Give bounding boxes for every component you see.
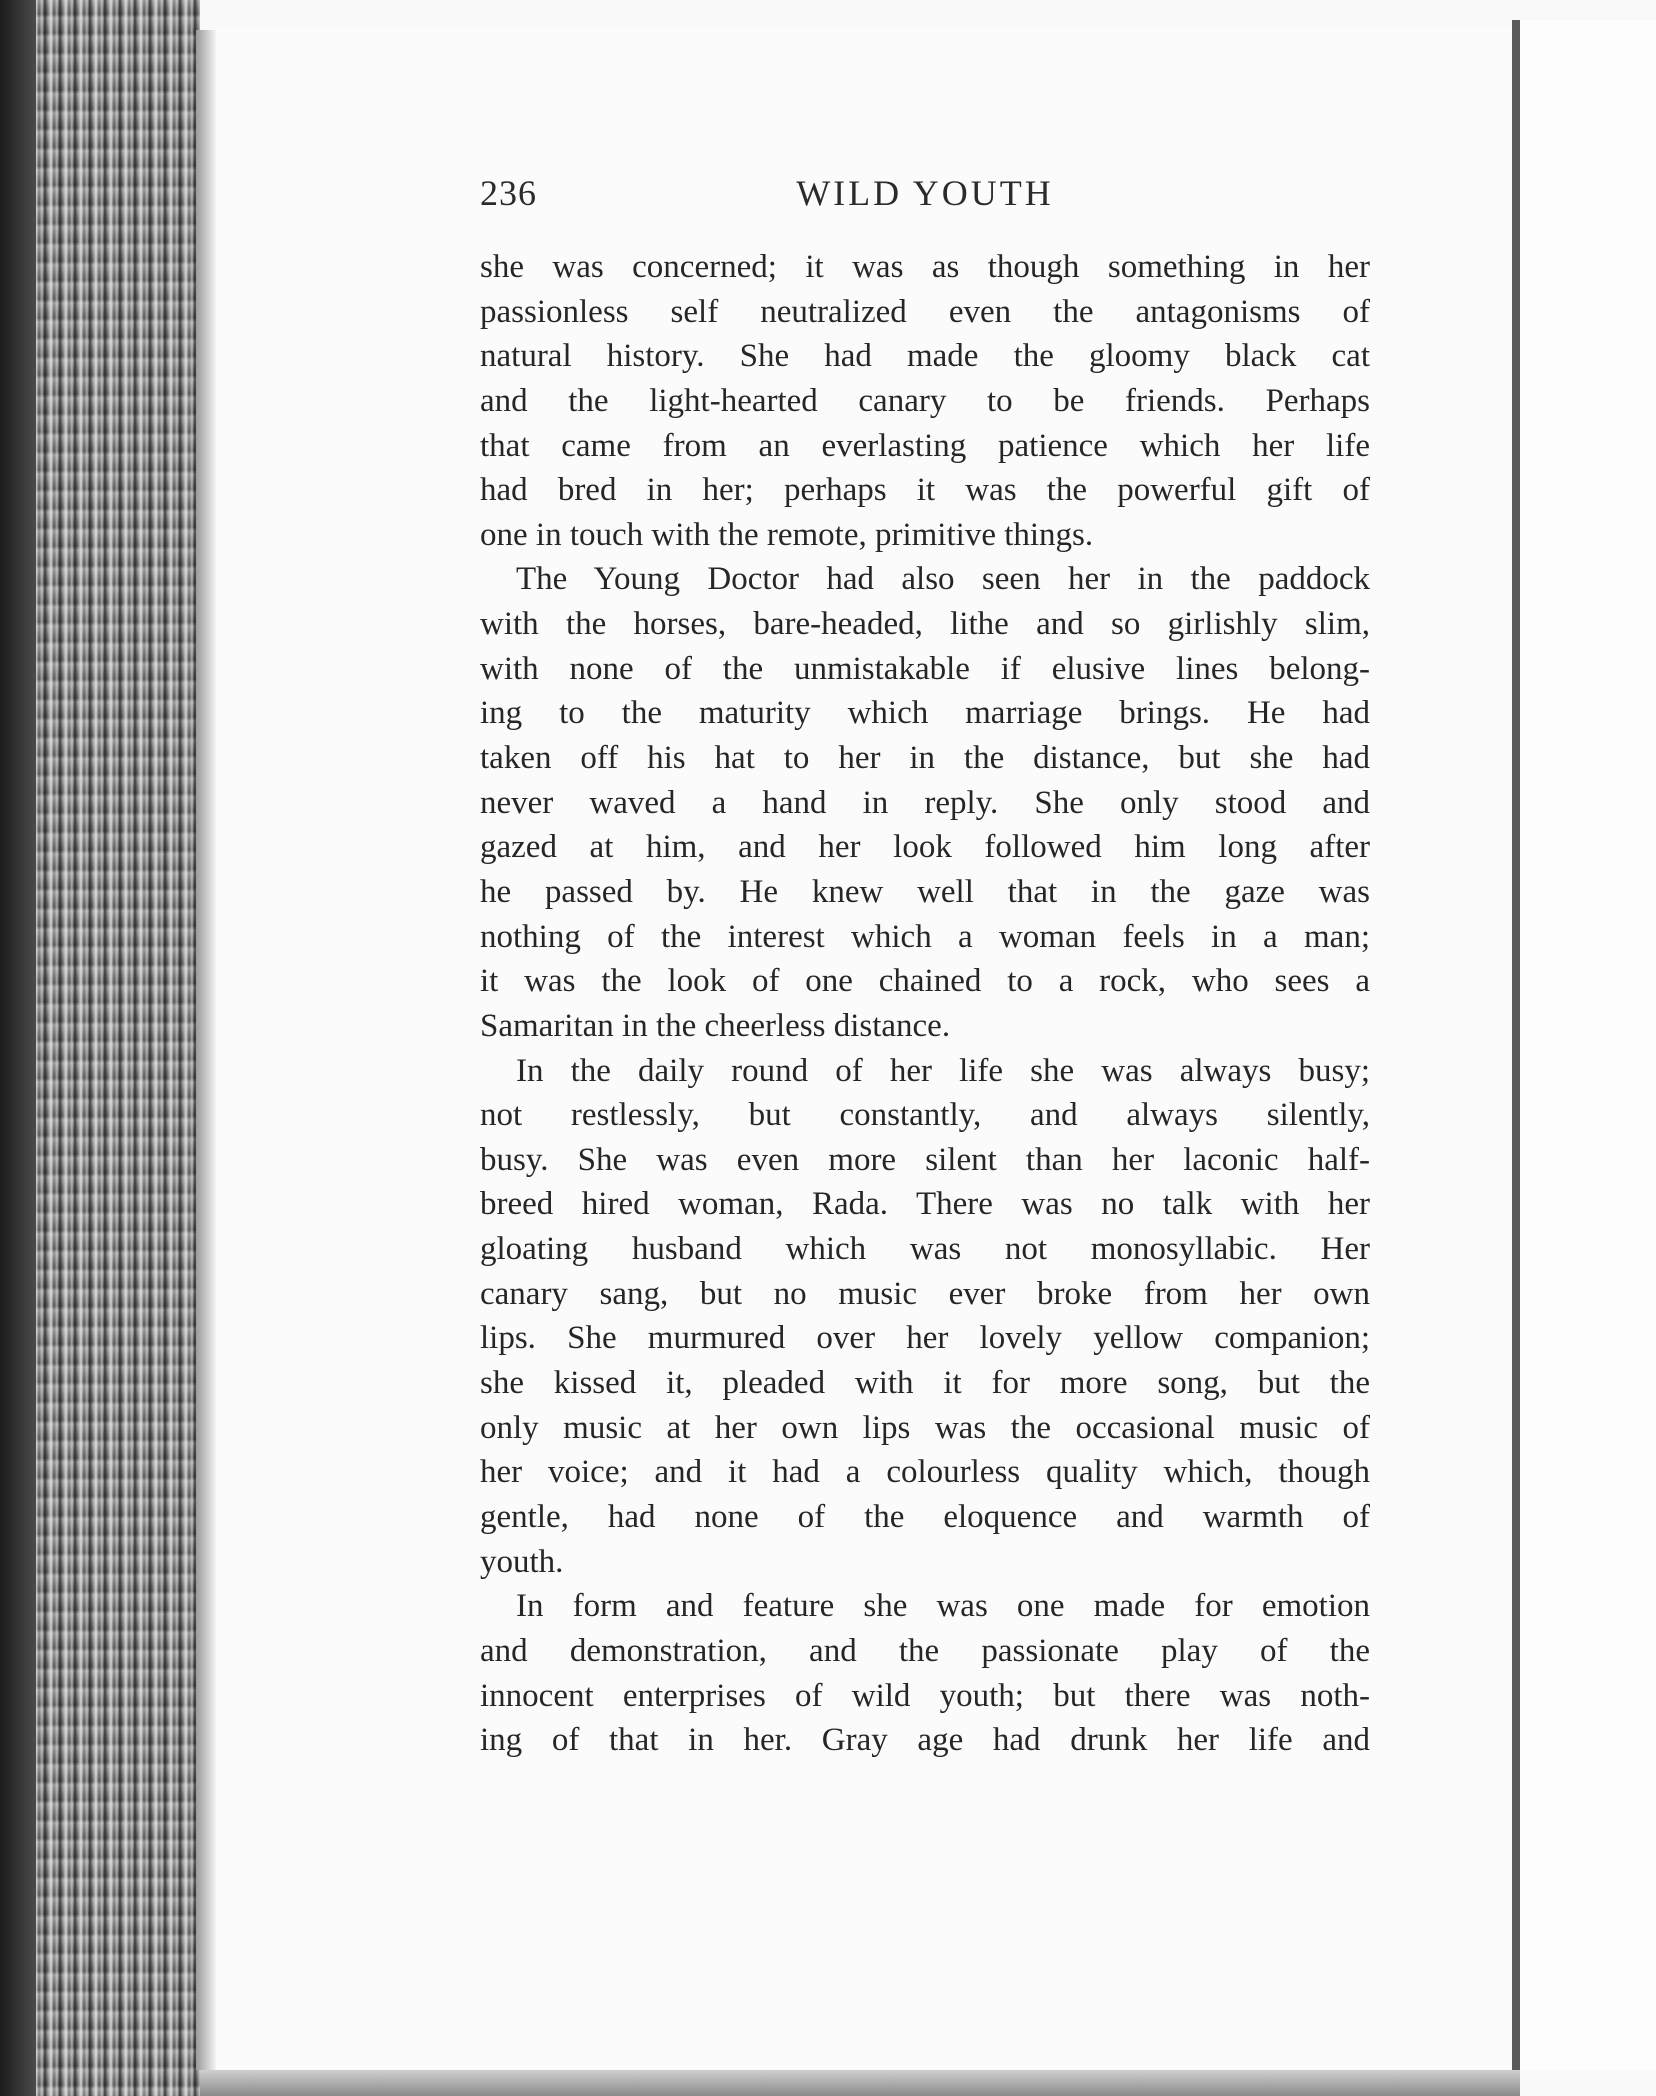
text-line: The Young Doctor had also seen her in the paddock xyxy=(516,561,1370,598)
text-line: and the light-hearted canary to be friends. Perhaps xyxy=(480,382,1370,419)
book-spine-shadow xyxy=(0,0,36,2096)
text-line: that came from an everlasting patience which her life xyxy=(480,427,1370,464)
text-line: Samaritan in the cheerless distance. xyxy=(480,1007,951,1044)
right-page-edge xyxy=(1512,20,1520,2070)
paragraph xyxy=(480,1049,1370,1585)
text-line: she kissed it, pleaded with it for more song, but the xyxy=(480,1365,1370,1402)
text-line: gazed at him, and her look followed him long after xyxy=(480,829,1370,866)
text-line: it was the look of one chained to a rock, who sees a xyxy=(480,963,1370,1000)
text-line: In form and feature she was one made for emotion xyxy=(516,1588,1370,1625)
text-line: her voice; and it had a colourless quality which, though xyxy=(480,1454,1370,1491)
text-line: never waved a hand in reply. She only stood and xyxy=(480,784,1370,821)
text-line: had bred in her; perhaps it was the powerful gift of xyxy=(480,472,1370,509)
paragraph xyxy=(480,557,1370,1048)
text-line: with the horses, bare-headed, lithe and so girlishly slim, xyxy=(480,606,1370,643)
running-head xyxy=(480,172,1370,222)
text-line: passionless self neutralized even the antagonisms of xyxy=(480,293,1370,330)
text-line: taken off his hat to her in the distance, but she had xyxy=(480,740,1370,777)
text-line: canary sang, but no music ever broke from her own xyxy=(480,1275,1370,1312)
running-title: WILD YOUTH xyxy=(796,173,1054,213)
text-line: she was concerned; it was as though something in her xyxy=(480,249,1370,285)
facing-page xyxy=(1520,20,1656,2070)
text-line: and demonstration, and the passionate play of the xyxy=(480,1632,1370,1669)
text-line: gloating husband which was not monosyllabic. Her xyxy=(480,1231,1370,1268)
body-text xyxy=(480,245,1370,1763)
bottom-page-edge xyxy=(200,2070,1520,2096)
text-line: In the daily round of her life she was always busy; xyxy=(516,1052,1370,1089)
paragraph xyxy=(480,245,1370,557)
gutter-shadow xyxy=(196,30,216,2070)
paragraph xyxy=(480,1584,1370,1763)
text-line: he passed by. He knew well that in the gaze was xyxy=(480,873,1370,910)
text-line: ing to the maturity which marriage brings. He had xyxy=(480,695,1370,732)
text-line: innocent enterprises of wild youth; but there was noth- xyxy=(480,1677,1370,1714)
text-line: one in touch with the remote, primitive things. xyxy=(480,516,1094,553)
text-line: youth. xyxy=(480,1543,564,1580)
text-line: with none of the unmistakable if elusive lines belong- xyxy=(480,650,1370,687)
text-line: busy. She was even more silent than her laconic half- xyxy=(480,1141,1370,1178)
page-number: 236 xyxy=(480,173,537,213)
text-line: nothing of the interest which a woman feels in a man; xyxy=(480,918,1370,955)
text-line: breed hired woman, Rada. There was no talk with her xyxy=(480,1186,1370,1223)
text-line: gentle, had none of the eloquence and warmth of xyxy=(480,1498,1370,1535)
text-line: lips. She murmured over her lovely yellow companion; xyxy=(480,1320,1370,1357)
text-line: ing of that in her. Gray age had drunk her life and xyxy=(480,1722,1370,1759)
text-line: only music at her own lips was the occasional music of xyxy=(480,1409,1370,1446)
text-line: natural history. She had made the gloomy black cat xyxy=(480,338,1370,375)
text-line: not restlessly, but constantly, and always silently, xyxy=(480,1097,1370,1134)
